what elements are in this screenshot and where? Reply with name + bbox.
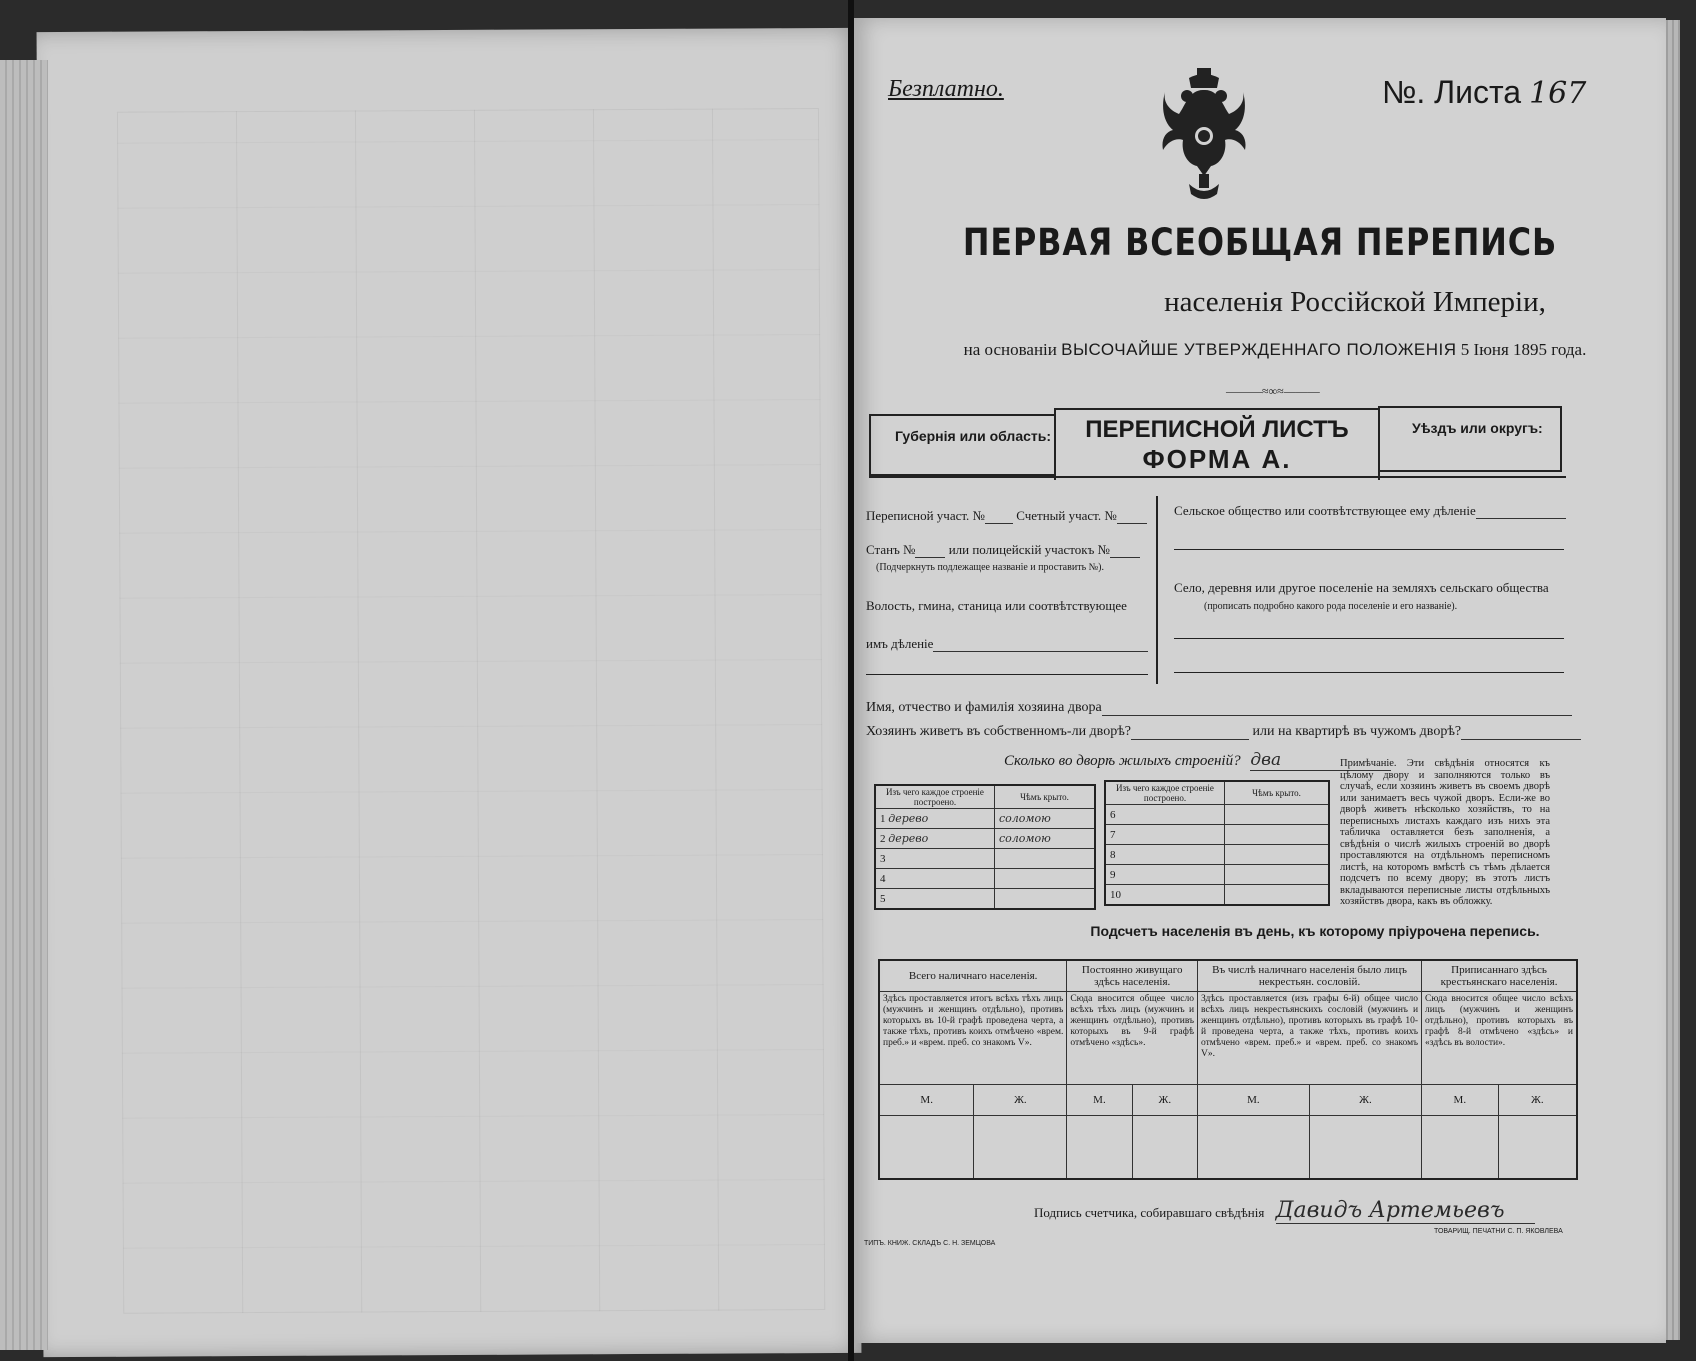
village-line2 [1174, 672, 1564, 673]
male-header: М. [879, 1085, 974, 1116]
signature-handwritten: Давидъ Артемьевъ [1276, 1198, 1535, 1224]
header-rule [869, 476, 1566, 478]
rural-society-field [1174, 503, 1566, 519]
female-header: Ж. [1132, 1085, 1197, 1116]
underline-note: (Подчеркнуть подлежащее названіе и проставить №). [876, 562, 1104, 573]
material-cell: дерево [888, 812, 929, 825]
summary-col1-desc: Здѣсь проставляется итогъ всѣхъ тѣхъ лицъ (мужчинъ и женщинъ отдѣльно), противъ которыхъ въ 10-й графѣ проведена черта, а также тѣхъ, противъ коихъ отмѣчено «врем. преб.» и «врем. преб. со знакомъ V». [879, 992, 1067, 1085]
male-header: М. [1067, 1085, 1132, 1116]
female-header: Ж. [1309, 1085, 1421, 1116]
free-label: Безплатно. [888, 76, 1004, 102]
printer-imprint-left: ТИПЪ. КНИЖ. СКЛАДЪ С. Н. ЗЕМЦОВА [864, 1240, 996, 1247]
count-section-label: Счетный участ. № [1016, 508, 1117, 523]
form-subtitle: населенія Россійской Имперіи, [1164, 286, 1546, 318]
signature-field [1034, 1198, 1535, 1223]
roof-header: Чѣмъ крыто. [995, 785, 1096, 809]
owner-name-label: Имя, отчество и фамилія хозяина двора [866, 700, 1102, 715]
bleed-through-grid [117, 108, 825, 1314]
buildings-table-right [1104, 780, 1330, 906]
table-row: 9 [1105, 865, 1329, 885]
buildings-note: Примѣчаніе. Эти свѣдѣнія относятся къ цѣлому двору и заполняются только въ случаѣ, если хозяинъ живетъ въ своемъ дворѣ или занимаетъ весь чужой дворъ. Если-же во дворѣ живетъ нѣсколько хозяйствъ, то на переписныхъ листахъ каждаго изъ нихъ эта табличка оставляется безъ заполненія, а свѣдѣнія о числѣ жилыхъ строеній во дворѣ проставляются на отдѣльномъ переписномъ листѣ, на которомъ вмѣстѣ съ тѣмъ дѣлается подсчетъ по всему двору; въ этотъ листъ вкладываются переписные листы отдѣльныхъ хозяйствъ двора, какъ въ обложку. [1340, 758, 1550, 907]
form-main-title: ПЕРВАЯ ВСЕОБЩАЯ ПЕРЕПИСЬ [962, 221, 1558, 264]
buildings-count-value: два [1250, 750, 1391, 771]
census-form-page [854, 18, 1666, 1343]
police-section-label: или полицейскій участокъ № [948, 542, 1110, 557]
decorative-flourish: ———≈∞≈——— [1226, 384, 1320, 398]
village-line1 [1174, 638, 1564, 639]
stan-label: Станъ № [866, 542, 916, 557]
volost-label: имъ дѣленіе [866, 636, 934, 651]
female-header: Ж. [1498, 1085, 1577, 1116]
table-row: 4 [875, 869, 1095, 889]
table-row: 10 [1105, 885, 1329, 906]
province-box [869, 414, 1056, 476]
legal-basis-pre: на основаніи [963, 340, 1062, 359]
summary-col4-head: Приписаннаго здѣсь крестьянскаго населенія. [1422, 960, 1577, 992]
village-note: (прописать подробно какого рода поселеніе и его названіе). [1204, 601, 1458, 612]
buildings-table-left [874, 784, 1096, 910]
summary-col2-desc: Сюда вносится общее число всѣхъ тѣхъ лицъ (мужчинъ и женщинъ отдѣльно), противъ которыхъ въ 9-й графѣ отмѣчено «здѣсь». [1067, 992, 1198, 1085]
form-legal-basis [854, 340, 1666, 360]
summary-col3-desc: Здѣсь проставляется (изъ графы 6-й) общее число всѣхъ лицъ некрестьянскихъ сословій (мужчинъ и женщинъ отдѣльно), противъ которыхъ въ графѣ 10-й проведена черта, а также тѣхъ, противъ коихъ отмѣчено «врем. преб.» и «врем. преб. со знакомъ V». [1198, 992, 1422, 1085]
buildings-count-field [1004, 750, 1391, 770]
legal-basis-post: 5 Іюня 1895 года. [1456, 340, 1587, 359]
stan-field [866, 542, 1140, 558]
owner-apartment-label: или на квартирѣ въ чужомъ дворѣ? [1252, 724, 1462, 739]
rural-society-line [1174, 549, 1564, 550]
sheet-number [1382, 74, 1586, 111]
table-row: 8 [1105, 845, 1329, 865]
buildings-count-label: Сколько во дворѣ жилыхъ строеній? [1004, 753, 1241, 769]
summary-col2-head: Постоянно живущаго здѣсь населенія. [1067, 960, 1198, 992]
male-header: М. [1422, 1085, 1499, 1116]
roof-cell: соломою [995, 809, 1096, 829]
volost-field [866, 636, 1148, 652]
form-name-line1: ПЕРЕПИСНОЙ ЛИСТЪ [1085, 416, 1349, 443]
double-headed-eagle-icon [1159, 66, 1249, 206]
district-box [1378, 406, 1562, 472]
roof-header: Чѣмъ крыто. [1225, 781, 1330, 805]
left-page-edges [0, 60, 48, 1350]
summary-col3-head: Въ числѣ наличнаго населенія было лицъ некрестьян. сословій. [1198, 960, 1422, 992]
volost-extra-line [866, 674, 1148, 675]
material-header: Изъ чего каждое строеніе построено. [875, 785, 995, 809]
province-label: Губернія или область: [895, 428, 1052, 444]
material-cell: дерево [888, 832, 929, 845]
sheet-number-value: 167 [1529, 76, 1587, 111]
census-section-label: Переписной участ. № [866, 508, 985, 523]
printer-imprint-right: ТОВАРИЩ. ПЕЧАТНИ С. П. ЯКОВЛЕВА [1434, 1228, 1563, 1235]
owner-lives-field [866, 724, 1581, 740]
table-row: 6 [1105, 805, 1329, 825]
table-row: 2 дерево соломою [875, 829, 1095, 849]
signature-label: Подпись счетчика, собиравшаго свѣдѣнія [1034, 1205, 1265, 1220]
summary-col4-desc: Сюда вносится общее число всѣхъ лицъ (мужчинъ и женщинъ отдѣльно), противъ которыхъ въ графѣ 8-й отмѣчено «здѣсь» и «здѣсь въ волости». [1422, 992, 1577, 1085]
population-summary-table [878, 959, 1578, 1180]
summary-values-row [879, 1116, 1577, 1180]
table-row: 7 [1105, 825, 1329, 845]
left-page [37, 28, 862, 1357]
form-name-line2: ФОРМА А. [1142, 444, 1292, 474]
summary-col1-head: Всего наличнаго населенія. [879, 960, 1067, 992]
column-divider [1156, 496, 1158, 684]
owner-name-field [866, 700, 1572, 716]
volost-line1: Волость, гмина, станица или соотвѣтствующее [866, 598, 1127, 613]
male-header: М. [1198, 1085, 1310, 1116]
material-header: Изъ чего каждое строеніе построено. [1105, 781, 1225, 805]
table-row: 3 [875, 849, 1095, 869]
rural-society-label: Сельское общество или соотвѣтствующее ему дѣленіе [1174, 503, 1476, 518]
table-row: 1 дерево соломою [875, 809, 1095, 829]
legal-basis-caps: ВЫСОЧАЙШЕ УТВЕРЖДЕННАГО ПОЛОЖЕНІЯ [1061, 340, 1457, 359]
district-label: Уѣздъ или округъ: [1412, 420, 1543, 436]
census-section-field [866, 508, 1147, 524]
female-header: Ж. [974, 1085, 1067, 1116]
roof-cell: соломою [995, 829, 1096, 849]
sheet-number-label: №. Листа [1382, 74, 1522, 110]
table-row: 5 [875, 889, 1095, 910]
summary-title: Подсчетъ населенія въ день, къ которому пріурочена перепись. [1090, 923, 1540, 939]
owner-lives-label: Хозяинъ живетъ въ собственномъ-ли дворѣ? [866, 724, 1132, 739]
form-name-box [1054, 408, 1380, 480]
village-field: Село, деревня или другое поселеніе на земляхъ сельскаго общества [1174, 580, 1549, 595]
